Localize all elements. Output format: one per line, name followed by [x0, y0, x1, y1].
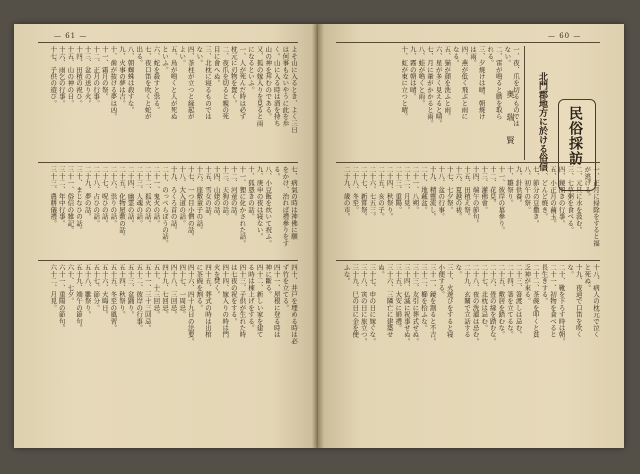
- text-column: 三、七草粥を食べる。: [566, 166, 575, 233]
- text-column: 十八、病人の枕元で泣く: [592, 264, 600, 338]
- text-column: をかけ、治れば禮參りをす: [281, 166, 290, 247]
- text-column: 六、どんど焼き。: [540, 166, 549, 220]
- text-column: 十、歯が抜ける夢は凶。: [109, 46, 118, 120]
- title-divider: [524, 46, 525, 160]
- text-column: 二十九、夢の話。: [83, 166, 92, 220]
- text-column: 三十、まじなひの話。: [75, 166, 83, 233]
- text-column: 八、初午の祭。: [523, 166, 532, 213]
- text-column: 三十六、三隣亡に建築せ: [385, 264, 394, 338]
- text-column: 二十一、八朔。: [411, 166, 420, 213]
- text-column: 十五、雪女の話。: [204, 166, 212, 220]
- text-column: 二十、地藏盆。: [420, 166, 428, 213]
- text-column: 三十九、巳の日に金を使: [351, 264, 360, 338]
- text-column: 一、夜、爪を切るものでは: [512, 46, 520, 127]
- text-column: 山の神を拜むのである。: [264, 46, 273, 120]
- text-column: 三十一、俗信の雑記。: [66, 166, 75, 233]
- text-column: 四十二、新しい家を建て: [255, 264, 264, 338]
- text-column: 十三、盆の送り火。: [83, 46, 92, 107]
- top-rule: [38, 42, 298, 43]
- text-column: が逃げる。: [583, 166, 592, 200]
- page-number-left: — 61 —: [54, 32, 88, 40]
- text-column: 十七、子供の遊び。: [49, 46, 58, 107]
- text-column: 五、小正月の繭玉。: [549, 166, 557, 227]
- text-column: 十八、盆の行事。: [437, 166, 446, 220]
- text-column: 十、狐憑きの話。: [247, 166, 255, 220]
- text-column: 二十八、冬至。: [351, 166, 360, 213]
- text-column: 十二、正月の行事。: [92, 46, 101, 107]
- text-column: 四十五、葬式の時は出棺: [204, 264, 212, 338]
- text-column: 二十三、人魂の話。: [135, 166, 144, 227]
- text-column: な。: [454, 264, 463, 278]
- text-column: 二十四、秋祭り。: [385, 166, 394, 220]
- text-column: る時は棟上げをする。: [247, 264, 255, 331]
- text-column: 長生きする。: [540, 264, 549, 305]
- text-column: 八、蛙が鳴くと雨。: [417, 46, 426, 107]
- text-column: 十六、雨乞の行事。: [57, 46, 66, 107]
- text-column: 五十四、秋祭り。: [118, 264, 126, 318]
- section-rule: [336, 162, 600, 163]
- text-column: 五十五、冬至の風習。: [109, 264, 118, 331]
- text-column: 四十一、屋根に登る時は: [272, 264, 281, 338]
- text-column: 五十二、彼岸の行事。: [135, 264, 144, 331]
- text-column: 十二、花見。: [488, 166, 497, 207]
- section-rule: [38, 260, 298, 261]
- text-column: 三十、火遊びをすると寝: [445, 264, 454, 338]
- text-column: ない。: [195, 46, 204, 67]
- text-column: 二十一、鬼火の話。: [152, 166, 161, 227]
- text-column: 四、茶柱が立つと縁起が: [186, 46, 195, 120]
- text-column: に茶碗を割る。: [195, 264, 204, 311]
- text-column: 二十八、占ひの話。: [92, 166, 101, 227]
- text-column: 小便する。: [437, 264, 446, 298]
- text-column: 二十、靴を下ろす時は朝。: [557, 264, 566, 345]
- text-column: 三十七、申の日に嫁ぐな。: [368, 264, 377, 345]
- text-column: 十四、端午の節句。: [471, 166, 480, 227]
- text-column: 四、鏡開きの行事。: [557, 166, 566, 227]
- text-column: 二十三、箸渡しは忌む。: [514, 264, 523, 338]
- text-column: 四十三、子供が生れた時: [238, 264, 247, 338]
- text-column: 九、霧の朝は晴。: [408, 46, 417, 100]
- text-column: 六十二、月見。: [49, 264, 58, 311]
- text-column: 三十三、農耕儀禮。: [49, 166, 58, 227]
- masthead-title: 民俗採訪: [567, 106, 583, 166]
- text-column: 二十一、初物を食べると: [549, 264, 557, 338]
- text-column: 十一、彼岸の墓參り。: [497, 166, 506, 233]
- text-column: 三十四、仏滅に祝事せぬ。: [402, 264, 411, 345]
- text-column: 二十四、幽霊の話。: [126, 166, 135, 227]
- text-column: 五十七、節分。: [92, 264, 101, 311]
- text-column: 五十九、端午の節句。: [75, 264, 83, 331]
- text-column: 三十三、友引に葬式せぬ。: [411, 264, 420, 345]
- text-column: は雨。: [469, 46, 477, 67]
- text-column: は何事もないやうに此を歩: [281, 46, 290, 127]
- text-column: 八、朝蜘蛛は殺すな。: [126, 46, 135, 113]
- text-column: 二十七、呪ひの話。: [100, 166, 109, 227]
- text-column: 十五、田植え祭。: [463, 166, 471, 220]
- text-column: 二、元旦に水を汲む。: [574, 166, 583, 233]
- text-column: な。: [566, 264, 575, 278]
- text-column: 四十九、七回忌。: [161, 264, 169, 318]
- text-block-top: [340, 46, 520, 160]
- text-column: 十七、七夕祭。: [445, 166, 454, 213]
- text-column: 五、鳥が鳴くと人が死ぬ: [169, 46, 178, 120]
- article-author: 奥 瑞 賢: [506, 90, 515, 147]
- text-column: 二十八、夜の洗濯は忌む。: [471, 264, 480, 345]
- text-column: 三十一、鏡を割ると不吉。: [428, 264, 437, 345]
- text-column: 四十四、嫁入りの時は門: [221, 264, 230, 338]
- text-column: 又、狐の嫁入りを見ると雨: [255, 46, 264, 127]
- text-column: 二十四、箸を立てるな。: [506, 264, 514, 338]
- text-column: 三十二、櫛を拾ふな。: [420, 264, 428, 331]
- text-column: れる。: [486, 46, 495, 67]
- text-column: 四、燕が低く飛ぶと雨に: [460, 46, 469, 120]
- text-column: 九、火事の夢は吉。: [118, 46, 126, 107]
- text-block-middle: [340, 166, 600, 258]
- text-column: 九、庚申の夜は寝ない。: [255, 166, 264, 240]
- text-column: 二十二、狐火の話。: [143, 166, 152, 227]
- left-page: [14, 24, 318, 448]
- article-title: 北門郡地方に於ける俗信: [537, 72, 547, 171]
- text-column: は七夜の祝をする。: [229, 264, 238, 325]
- text-column: 十九、ろくろ首の話。: [169, 166, 178, 233]
- text-column: 二十二、月見。: [402, 166, 411, 213]
- text-column: 四十八、三回忌。: [169, 264, 178, 318]
- text-column: 十五、山の神の日。: [66, 46, 75, 107]
- text-column: 十一、霜月の祭。: [100, 46, 109, 100]
- text-column: 十七、一つ目小僧の話。: [186, 166, 195, 240]
- text-column: 六十一、重陽の節句。: [57, 264, 66, 331]
- section-rule: [336, 260, 600, 261]
- text-column: 十四、田植の祝ひ。: [75, 46, 83, 107]
- text-column: 三、夕焼けは晴、朝焼け: [477, 46, 486, 120]
- text-column: 九、針供養。: [514, 166, 523, 207]
- text-block-top: [40, 46, 298, 160]
- text-column: 三十二、年中行事。: [57, 166, 66, 227]
- text-column: 十三、天狗の話。: [221, 166, 230, 220]
- text-column: 五、猫が顔を洗ふと雨。: [443, 46, 452, 120]
- text-column: 五十三、盆踊り。: [126, 264, 135, 318]
- text-column: 二十九、歳の市。: [342, 166, 351, 220]
- text-column: 五十、十三回忌。: [152, 264, 161, 318]
- text-column: と死ぬ。: [583, 264, 592, 291]
- text-column: 十三、灌佛會。: [480, 166, 489, 213]
- text-column: 八、小豆飯を炊いて祝ふ。: [264, 166, 273, 247]
- text-column: 二十七、北枕は忌む。: [480, 264, 489, 331]
- text-column: 十九、精靈流し。: [428, 166, 437, 220]
- text-column: ず竹を立てる。: [281, 264, 290, 311]
- text-column: 一、人が死んだ時は必ず: [238, 46, 247, 120]
- text-column: 十一、狸に化かされた話。: [238, 166, 247, 247]
- top-rule: [336, 42, 600, 43]
- text-column: る。: [272, 166, 281, 180]
- text-column: ふな。: [342, 264, 351, 285]
- text-column: なる。: [451, 46, 460, 67]
- text-column: 二十九、玄關で立話する: [463, 264, 471, 338]
- text-column: 七、病氣の時は神佛に願: [290, 166, 298, 240]
- text-column: 十、雛祭り。: [506, 166, 514, 207]
- text-column: 枕元に刃物を置く。: [229, 46, 238, 107]
- text-column: 十九、夜道で口笛を吹く: [574, 264, 583, 338]
- text-column: 十、虹が東に立つと晴。: [400, 46, 409, 120]
- text-column: 二十五、化物屋敷の話。: [118, 166, 126, 240]
- text-column: 五十八、雛祭り。: [83, 264, 92, 318]
- text-column: 三十五、大安に婚禮。: [394, 264, 403, 331]
- text-column: 二十五、敷居を踏むな。: [497, 264, 506, 338]
- text-column: 十六、座敷童子の話。: [195, 166, 204, 233]
- text-column: 二十五、亥の子。: [377, 166, 385, 220]
- text-column: ない。: [503, 46, 512, 67]
- text-column: よそ山に入るとき、よく三日: [290, 46, 298, 134]
- text-column: 二十二、茶碗を叩くと貧: [531, 264, 540, 338]
- text-column: く。山に入る時は酒を持ち: [272, 46, 281, 127]
- text-column: 三十八、寅の日に旅立つ。: [359, 264, 368, 345]
- text-block-bottom: [340, 264, 600, 432]
- text-column: 三、北枕に寝るものでは: [204, 46, 212, 120]
- text-column: 火を焚く。: [212, 264, 221, 298]
- text-column: 二十六、七五三。: [368, 166, 377, 220]
- text-column: よい。: [178, 46, 187, 67]
- text-block-middle: [40, 166, 298, 258]
- text-column: 六、蛇を殺すと祟る。: [152, 46, 161, 113]
- text-column: 四十六、四十九日の法要。: [186, 264, 195, 345]
- text-column: 二十六、畳の縁を踏むな。: [488, 264, 497, 345]
- text-column: 神に斷る。: [264, 264, 273, 298]
- page-number-right: — 60 —: [548, 32, 582, 40]
- text-column: 十六、夏越の祓。: [454, 166, 463, 220]
- text-column: 六十、七夕。: [66, 264, 75, 305]
- text-column: 十二、河童の話。: [229, 166, 238, 220]
- text-column: 二十三、重陽。: [394, 166, 403, 213]
- text-column: 四十、井戸を埋める時は必: [290, 264, 298, 345]
- text-column: 二、雷が鳴ると臍を取ら: [494, 46, 503, 120]
- section-rule: [38, 162, 298, 163]
- text-column: 四十七、一周忌。: [178, 264, 187, 318]
- book-gutter: [312, 24, 324, 448]
- text-column: 五十一、三十三回忌。: [143, 264, 152, 331]
- text-column: といふ。: [161, 46, 169, 73]
- text-column: 六、星が多く見えると晴。: [434, 46, 443, 127]
- text-column: ぬ。: [377, 264, 385, 278]
- text-column: 七、節分の豆撒き。: [531, 166, 540, 227]
- text-column: 十八、大入道の話。: [178, 166, 187, 227]
- text-column: 乏神が來る。: [523, 264, 532, 305]
- text-column: 二十六、祟りの話。: [109, 166, 118, 227]
- text-column: 目に會へぬ。: [212, 46, 221, 87]
- text-column: 二十、のっぺらぼうの話。: [161, 166, 169, 247]
- text-column: 一、正月に掃除をすると福: [592, 166, 600, 247]
- text-column: 十四、山姥の話。: [212, 166, 221, 220]
- right-page: [318, 24, 624, 448]
- text-column: 五十六、大晦日。: [100, 264, 109, 318]
- text-column: 二十七、新嘗祭。: [359, 166, 368, 220]
- text-column: 二、夜爪を切ると親の死: [221, 46, 230, 120]
- text-column: 出る。: [135, 46, 144, 67]
- text-column: になるといふ。: [247, 46, 255, 93]
- text-column: 七、月に暈がかかると雨。: [426, 46, 434, 127]
- text-column: 七、夜口笛を吹くと蛇が: [143, 46, 152, 120]
- text-block-bottom: [40, 264, 298, 432]
